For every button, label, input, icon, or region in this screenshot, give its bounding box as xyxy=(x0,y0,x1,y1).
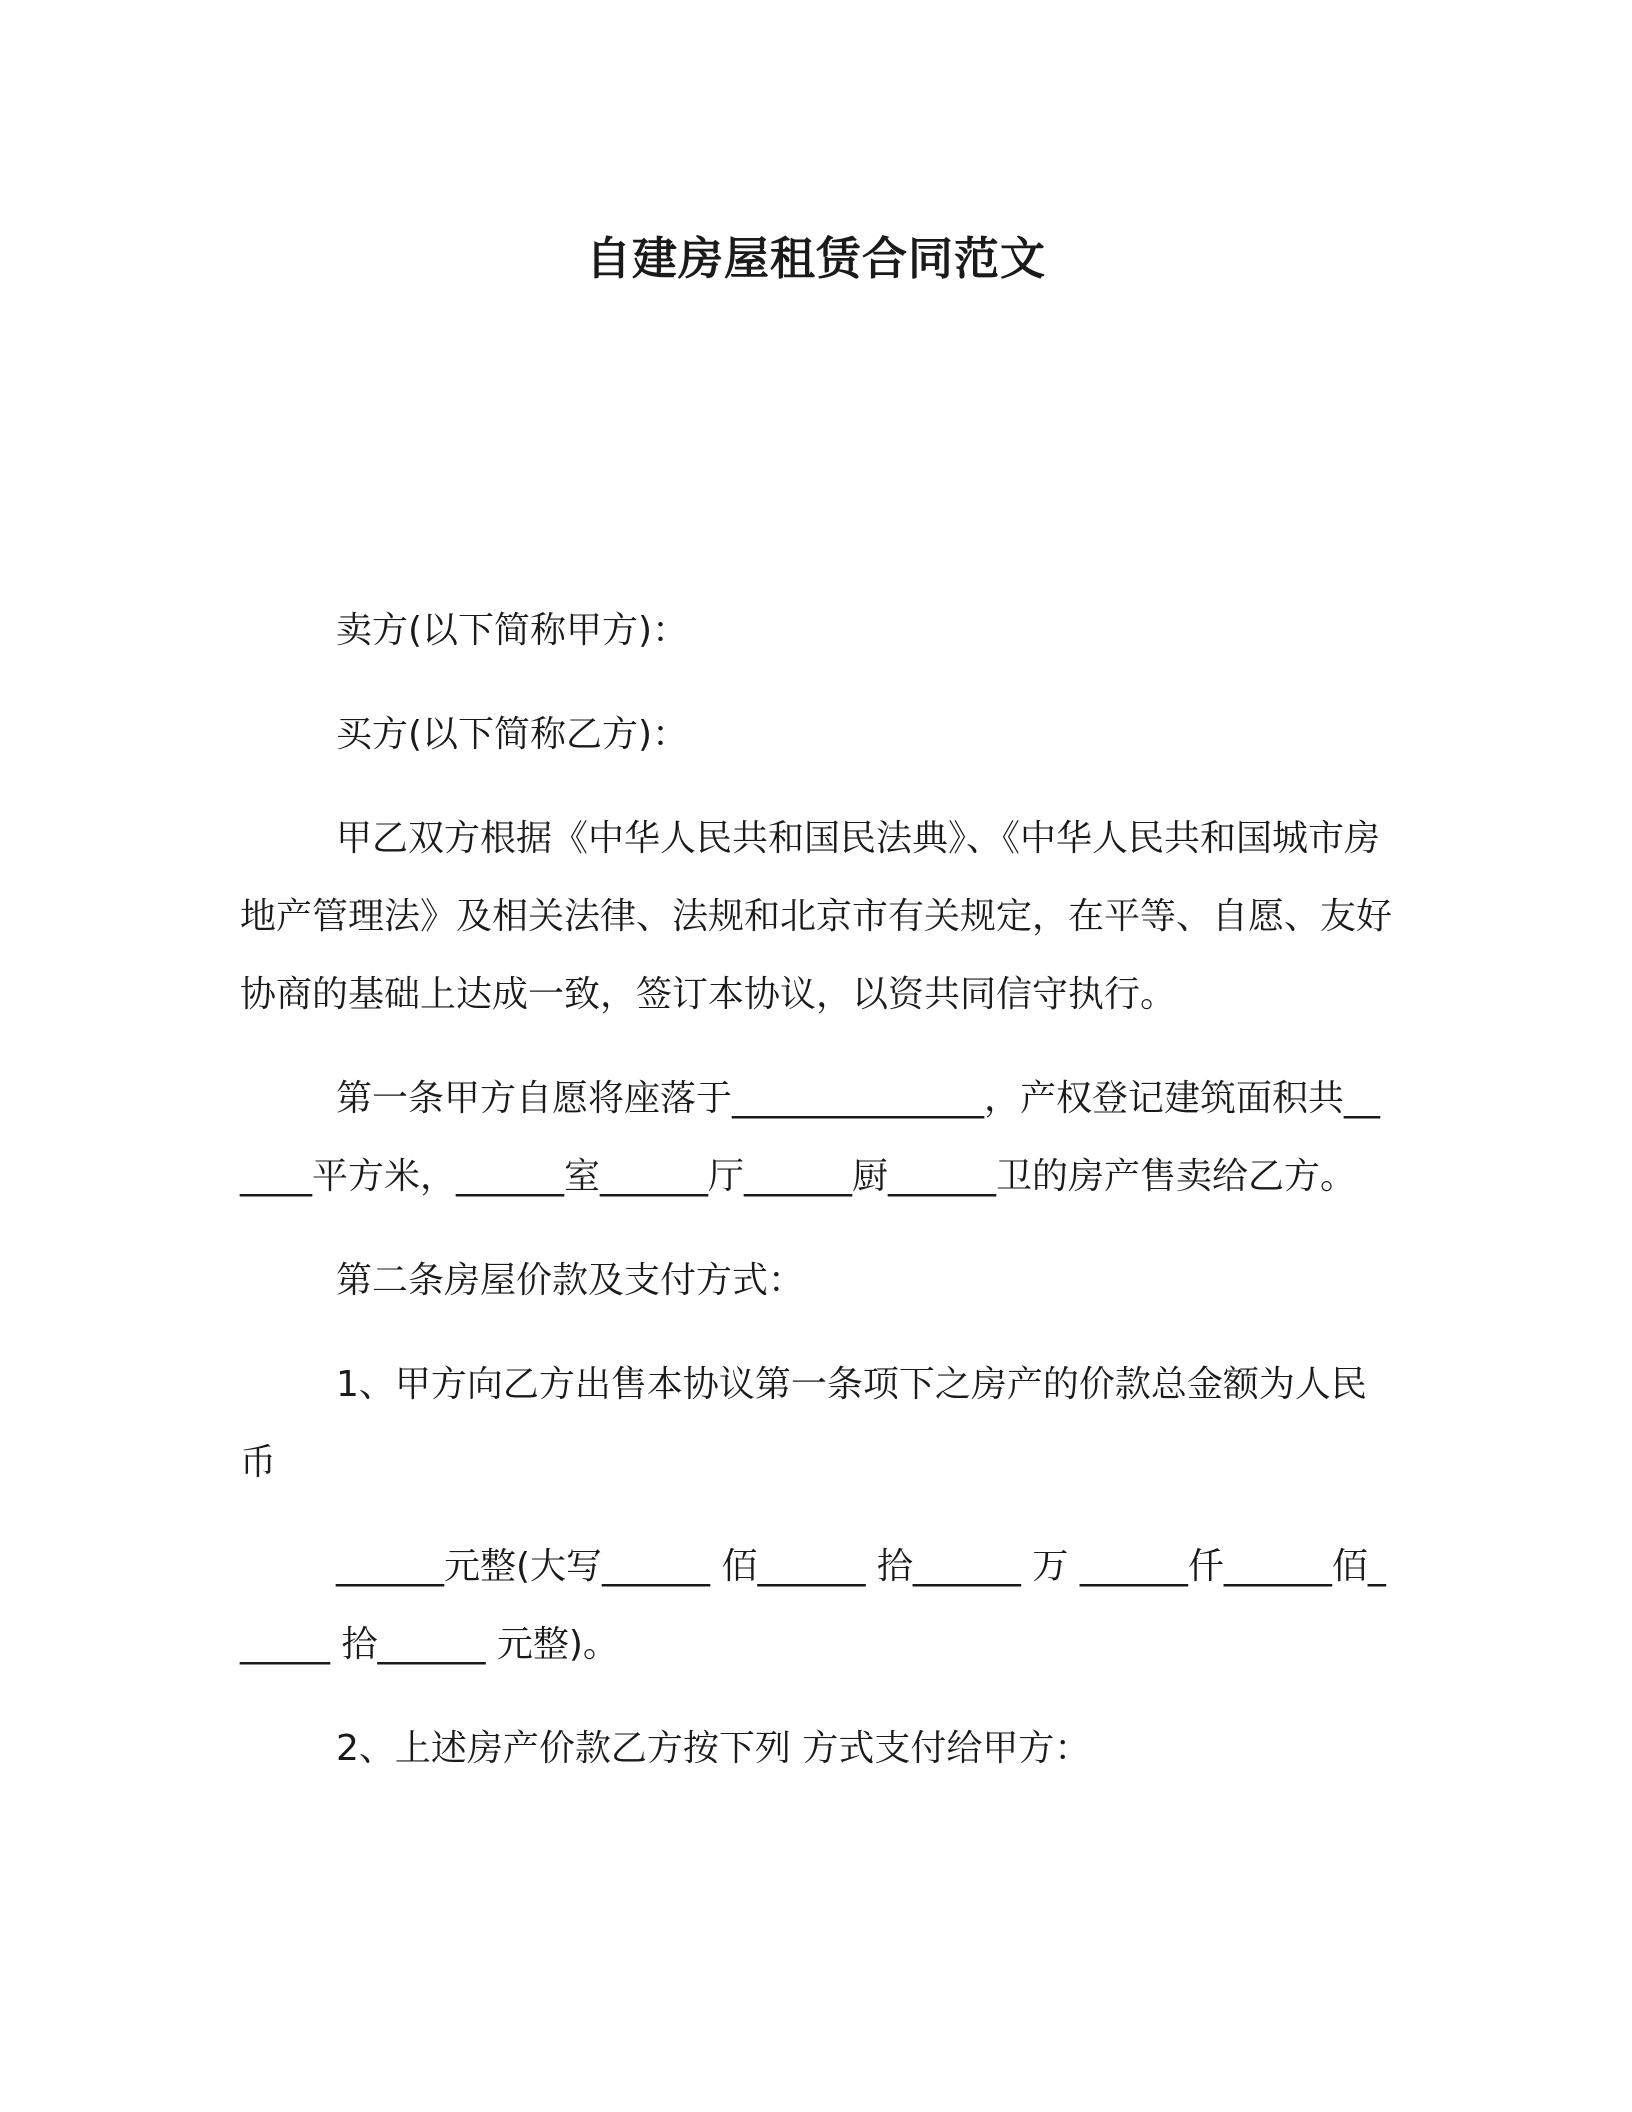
paragraph-preamble: 甲乙双方根据《中华人民共和国民法典》、《中华人民共和国城市房地产管理法》及相关法律、法规和北京市有关规定，在平等、自愿、友好协商的基础上达成一致，签订本协议，以资共同信守执行。 xyxy=(240,818,1393,1015)
document-body xyxy=(240,592,1392,1814)
paragraph-article-2: 第二条房屋价款及支付方式： xyxy=(336,1260,805,1301)
paragraph-article-1: 第一条甲方自愿将座落于______________，产权登记建筑面积共______平方米，______室______厅______厨______卫的房产售卖给乙方。 xyxy=(240,1078,1381,1197)
paragraph-item-2: 2、上述房产价款乙方按下列 方式支付给甲方： xyxy=(336,1728,1091,1769)
paragraph-item-1: 1、甲方向乙方出售本协议第一条项下之房产的价款总金额为人民币 xyxy=(240,1364,1367,1483)
paragraph-buyer: 买方(以下简称乙方)： xyxy=(336,714,689,755)
document-title: 自建房屋租赁合同范文 xyxy=(585,232,1046,285)
paragraph-seller: 卖方(以下简称甲方)： xyxy=(336,610,689,651)
paragraph-amount: ______元整(大写______ 佰______ 拾______ 万 ______仟______佰______ 拾______ 元整)。 xyxy=(240,1546,1386,1665)
